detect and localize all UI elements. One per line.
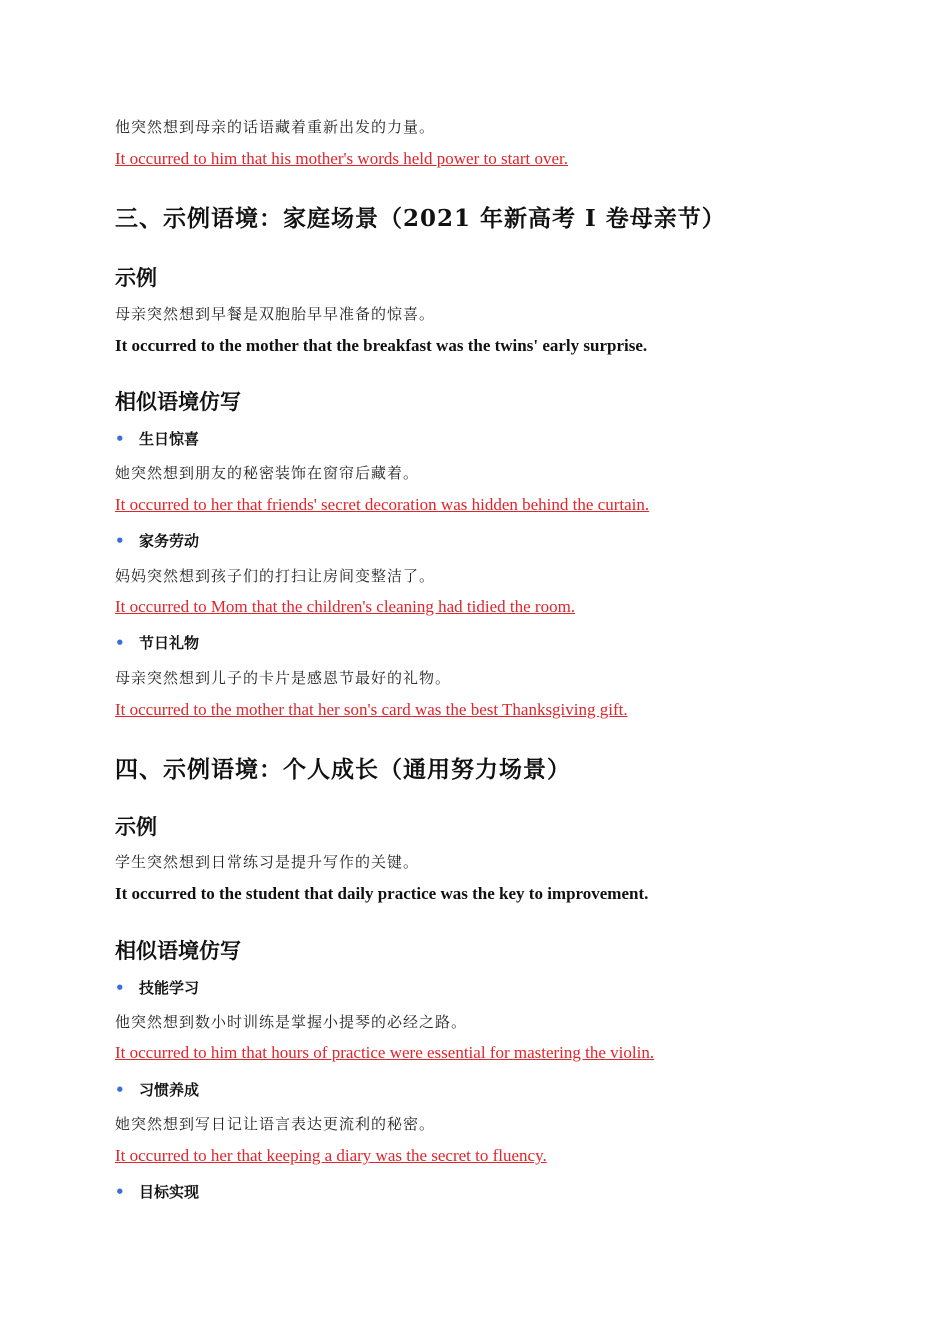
list-item-title: • 家务劳动 — [115, 532, 200, 550]
bullet-icon: • — [115, 1183, 125, 1201]
section4-similar-label: 相似语境仿写 — [115, 938, 241, 963]
bullet-icon: • — [115, 430, 125, 448]
section3-example-cn: 母亲突然想到早餐是双胞胎早早准备的惊喜。 — [115, 305, 436, 323]
section4-heading: 四、示例语境：个人成长（通用努力场景） — [115, 756, 571, 783]
bullet-icon: • — [115, 532, 125, 550]
list-item-en: It occurred to her that friends' secret decoration was hidden behind the curtain. — [115, 495, 650, 514]
list-item-title: • 技能学习 — [115, 979, 200, 997]
section3-example-en: It occurred to the mother that the breakfast was the twins' early surprise. — [115, 336, 648, 355]
list-item-title: • 目标实现 — [115, 1183, 200, 1201]
list-item-cn: 母亲突然想到儿子的卡片是感恩节最好的礼物。 — [115, 669, 452, 687]
section3-heading: 三、示例语境：家庭场景（2021 年新高考 Ⅰ 卷母亲节） — [115, 205, 726, 232]
section4-example-label: 示例 — [115, 814, 157, 839]
bullet-icon: • — [115, 1081, 125, 1099]
intro-cn: 他突然想到母亲的话语藏着重新出发的力量。 — [115, 118, 436, 136]
intro-en: It occurred to him that his mother's words held power to start over. — [115, 149, 568, 168]
list-item-title: • 节日礼物 — [115, 634, 200, 652]
section4-example-en: It occurred to the student that daily practice was the key to improvement. — [115, 884, 649, 903]
list-item-title: • 习惯养成 — [115, 1081, 200, 1099]
list-item-en: It occurred to her that keeping a diary was the secret to fluency. — [115, 1146, 547, 1165]
bullet-icon: • — [115, 634, 125, 652]
section3-similar-label: 相似语境仿写 — [115, 389, 241, 414]
list-item-cn: 他突然想到数小时训练是掌握小提琴的必经之路。 — [115, 1013, 468, 1031]
list-item-cn: 她突然想到写日记让语言表达更流利的秘密。 — [115, 1115, 436, 1133]
bullet-icon: • — [115, 979, 125, 997]
section4-example-cn: 学生突然想到日常练习是提升写作的关键。 — [115, 853, 420, 871]
section3-example-label: 示例 — [115, 265, 157, 290]
list-item-cn: 她突然想到朋友的秘密装饰在窗帘后藏着。 — [115, 464, 420, 482]
list-item-en: It occurred to him that hours of practice were essential for mastering the violin. — [115, 1043, 655, 1062]
list-item-en: It occurred to Mom that the children's cleaning had tidied the room. — [115, 597, 576, 616]
list-item-title: • 生日惊喜 — [115, 430, 200, 448]
list-item-cn: 妈妈突然想到孩子们的打扫让房间变整洁了。 — [115, 567, 436, 585]
list-item-en: It occurred to the mother that her son's card was the best Thanksgiving gift. — [115, 700, 628, 719]
